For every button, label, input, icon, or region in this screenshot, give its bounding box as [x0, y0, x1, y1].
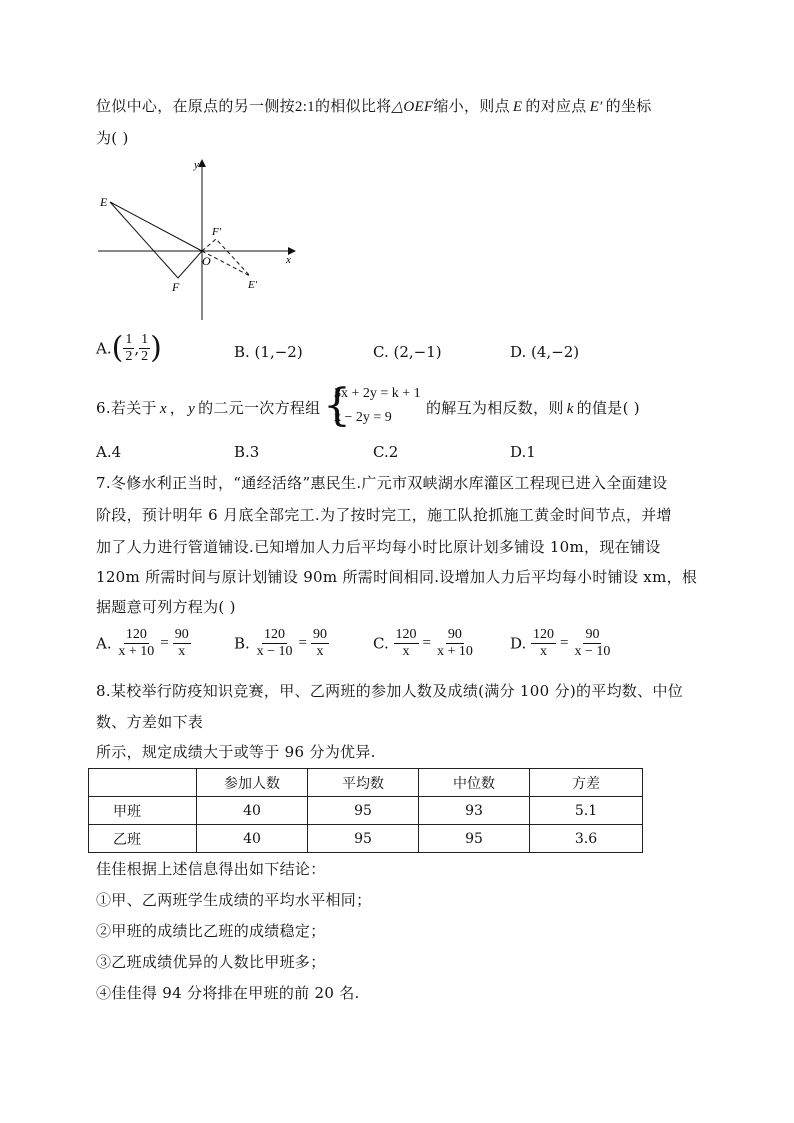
table-cell: 40: [197, 825, 308, 853]
numerator: 90: [174, 627, 189, 642]
table-cell: 3.6: [530, 825, 643, 853]
numerator: 1: [125, 332, 133, 347]
q6-brace: {: [323, 380, 351, 431]
q5-text-b: 的相似比将: [314, 97, 392, 115]
q6-stem-right: [426, 397, 640, 418]
q5-ratio: 2:1: [294, 99, 315, 115]
numerator: 120: [395, 627, 417, 642]
q7-option-b-label: B.: [234, 634, 250, 653]
q5-point-e-prime: E′: [589, 99, 603, 115]
equals-sign: =: [560, 635, 569, 651]
table-cell: 95: [308, 797, 419, 825]
q7-option-c-label: C.: [373, 634, 389, 653]
q6-suffix-b: 的值是( ): [576, 399, 640, 417]
numerator: 120: [125, 627, 147, 642]
label-x: x: [286, 254, 291, 266]
frac-left: [116, 627, 156, 660]
q8-conclusion-intro: 佳佳根据上述信息得出如下结论：: [96, 860, 326, 878]
label-e-prime: E′: [248, 279, 258, 291]
q5-coordinate-figure: [90, 150, 310, 325]
comma: ,: [134, 339, 140, 358]
table-row: [89, 825, 643, 853]
q6-suffix-a: 的解互为相反数，则: [426, 399, 564, 417]
table-header-cell: 中位数: [419, 769, 530, 797]
equals-sign: =: [298, 635, 307, 651]
q7-line-2: 阶段，预计明年 6 月底全部完工.为了按时完工，施工队抢抓施工黄金时间节点，并增: [96, 506, 672, 524]
table-header-cell: 平均数: [308, 769, 419, 797]
frac-half-1: [123, 332, 134, 365]
q8-line-1: 8.某校举行防疫知识竞赛，甲、乙两班的参加人数及成绩(满分 100 分)的平均数、中位: [96, 682, 684, 700]
q5-option-c[interactable]: C. (2,−1): [373, 343, 442, 361]
frac-left: [394, 627, 419, 660]
table-cell: 5.1: [530, 797, 643, 825]
q5-text-e: 的坐标: [605, 97, 652, 115]
q8-conclusion-4: ④佳佳得 94 分将排在甲班的前 20 名.: [96, 984, 360, 1002]
table-header-cell: 参加人数: [197, 769, 308, 797]
denominator: x: [540, 644, 548, 659]
q8-conclusion-1: ①甲、乙两班学生成绩的平均水平相同；: [96, 891, 372, 909]
denominator: 2: [125, 349, 133, 364]
table-cell: 93: [419, 797, 530, 825]
table-cell: 95: [308, 825, 419, 853]
q7-line-3: 加了人力进行管道铺设.已知增加人力后平均每小时比原计划多铺设 10m，现在铺设: [96, 538, 661, 556]
table-header-row: [89, 769, 643, 797]
label-f: F: [172, 280, 180, 294]
q8-conclusion-3: ③乙班成绩优异的人数比甲班多；: [96, 953, 326, 971]
q8-line-2: 数、方差如下表: [96, 713, 204, 731]
q6-var-k: k: [566, 401, 574, 417]
q6-option-a[interactable]: A.4: [96, 443, 122, 461]
frac-right: [173, 627, 191, 660]
table-row: [89, 797, 643, 825]
table-cell: 甲班: [89, 797, 197, 825]
q7-option-d-label: D.: [510, 634, 527, 653]
frac-right: [573, 627, 613, 660]
frac-right: [435, 627, 475, 660]
frac-left: [531, 627, 556, 660]
frac-left: [255, 627, 295, 660]
frac-right: [311, 627, 329, 660]
paren-open: (: [111, 330, 124, 366]
q5-option-b[interactable]: B. (1,−2): [234, 343, 303, 361]
numerator: 90: [312, 627, 327, 642]
q5-triangle: △OEF: [391, 99, 434, 115]
table-header-cell: [89, 769, 197, 797]
numerator: 120: [264, 627, 286, 642]
q5-point-e: E: [512, 99, 523, 115]
denominator: x − 10: [574, 644, 611, 659]
table-cell: 40: [197, 797, 308, 825]
q8-conclusion-2: ②甲班的成绩比乙班的成绩稳定；: [96, 922, 326, 940]
q5-option-a-label: A.: [96, 339, 112, 358]
frac-half-2: [139, 332, 150, 365]
numerator: 1: [141, 332, 149, 347]
denominator: x − 10: [256, 644, 293, 659]
equals-sign: =: [422, 635, 431, 651]
denominator: x: [316, 644, 324, 659]
q6-option-d[interactable]: D.1: [510, 443, 536, 461]
q6-equation-2: x − 2y = 9: [334, 410, 392, 425]
q5-text-d: 的对应点: [525, 97, 587, 115]
label-e: E: [100, 195, 108, 209]
numerator: 90: [447, 627, 462, 642]
q6-mid: 的二元一次方程组: [198, 399, 321, 417]
table-header-cell: 方差: [530, 769, 643, 797]
q6-option-c[interactable]: C.2: [373, 443, 399, 461]
label-y: y: [194, 159, 199, 171]
q8-line-3: 所示，规定成绩大于或等于 96 分为优异.: [96, 743, 376, 761]
q5-text-a: 位似中心，在原点的另一侧按: [96, 97, 295, 115]
q7-option-d[interactable]: [510, 627, 612, 660]
q5-option-d[interactable]: D. (4,−2): [510, 343, 580, 361]
q5-text-c: 缩小，则点: [433, 97, 510, 115]
equals-sign: =: [160, 635, 169, 651]
q6-var-y: y: [188, 401, 196, 417]
q6-prefix: 6.若关于: [96, 399, 157, 417]
numerator: 90: [585, 627, 600, 642]
q5-option-a[interactable]: [96, 332, 162, 365]
q5-stem-line-2: 为( ): [96, 129, 129, 147]
q7-line-5: 据题意可列方程为( ): [96, 598, 236, 616]
denominator: x + 10: [118, 644, 155, 659]
q6-var-x: x: [159, 401, 167, 417]
q7-option-a[interactable]: [96, 627, 191, 660]
q5-stem-line-1: [96, 95, 652, 116]
paren-close: ): [150, 330, 162, 366]
q7-line-4: 120m 所需时间与原计划铺设 90m 所需时间相同.设增加人力后平均每小时铺设 xm，根: [96, 568, 698, 586]
table-cell: 乙班: [89, 825, 197, 853]
denominator: x: [402, 644, 410, 659]
q7-option-a-label: A.: [96, 634, 112, 653]
q7-option-b[interactable]: [234, 627, 329, 660]
table-cell: 95: [419, 825, 530, 853]
q8-score-table: [88, 768, 643, 853]
denominator: 2: [141, 349, 149, 364]
q6-option-b[interactable]: B.3: [234, 443, 260, 461]
numerator: 120: [533, 627, 555, 642]
q6-stem-left: [96, 397, 320, 418]
label-f-prime: F′: [212, 226, 222, 238]
q6-comma: ，: [169, 399, 186, 417]
label-o: O: [202, 254, 211, 268]
q7-line-1: 7.冬修水利正当时，“通经活络”惠民生.广元市双峡湖水库灌区工程现已进入全面建设: [96, 474, 668, 492]
denominator: x: [178, 644, 186, 659]
q6-equation-1: 3x + 2y = k + 1: [334, 386, 421, 401]
triangle-oef: [110, 202, 202, 278]
q7-option-c[interactable]: [373, 627, 475, 660]
denominator: x + 10: [436, 644, 473, 659]
